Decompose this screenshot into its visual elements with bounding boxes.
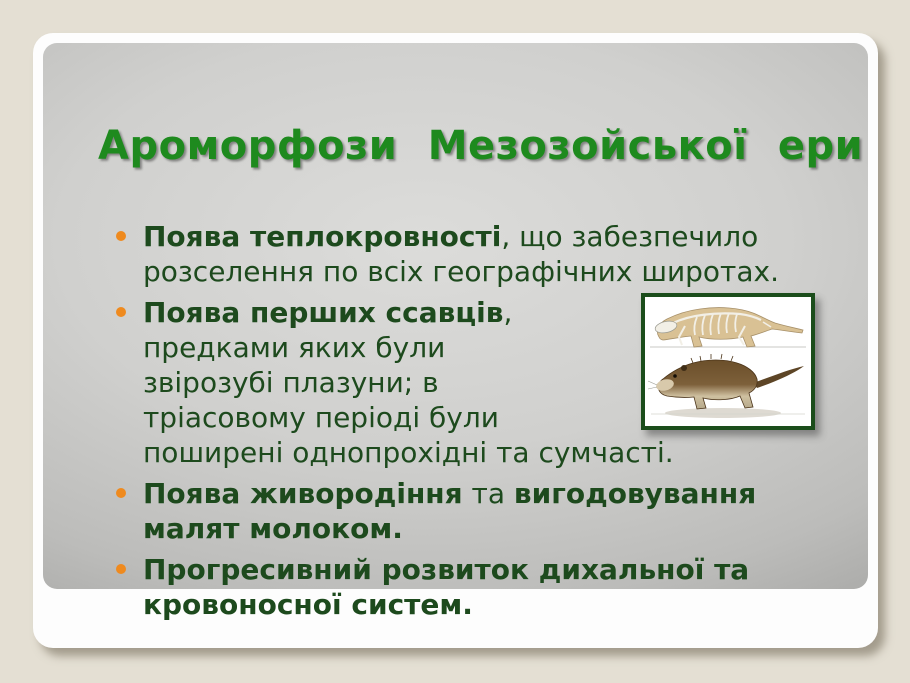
text-run: Поява теплокровності <box>143 220 502 253</box>
text-run: звірозубі плазуни; в <box>143 366 439 399</box>
text-run: поширені однопрохідні та сумчасті. <box>143 436 674 469</box>
animal-illustration <box>645 297 811 426</box>
text-run: предками яких були <box>143 331 446 364</box>
bullet-item <box>143 476 858 546</box>
bullet-dot <box>116 564 126 574</box>
bullet-item <box>143 552 858 622</box>
text-run: розселення по всіх географічних широтах. <box>143 255 779 288</box>
bullet-line <box>143 511 858 546</box>
bullet-line <box>143 219 858 254</box>
bullet-line <box>143 587 858 622</box>
text-run: Прогресивний розвиток дихальної та <box>143 553 750 586</box>
bullet-line <box>143 254 858 289</box>
slide-title: Ароморфози Мезозойської ери <box>98 123 864 169</box>
bullet-line <box>143 476 858 511</box>
text-run: Поява живородіння <box>143 477 463 510</box>
text-run: тріасовому періоді були <box>143 401 499 434</box>
animal-image-frame <box>641 293 815 430</box>
bullet-dot <box>116 488 126 498</box>
bullet-dot <box>116 307 126 317</box>
text-run: Поява перших ссавців <box>143 296 504 329</box>
text-run: кровоносної систем. <box>143 588 473 621</box>
text-run: малят молоком. <box>143 512 403 545</box>
text-run: вигодовування <box>513 477 757 510</box>
text-run: , <box>503 296 513 329</box>
bullet-item <box>143 219 858 289</box>
bullet-line <box>143 552 858 587</box>
text-run: , що забезпечило <box>501 220 759 253</box>
bullet-line <box>143 435 858 470</box>
bullet-dot <box>116 231 126 241</box>
text-run: та <box>462 477 514 510</box>
content-panel <box>43 43 868 621</box>
